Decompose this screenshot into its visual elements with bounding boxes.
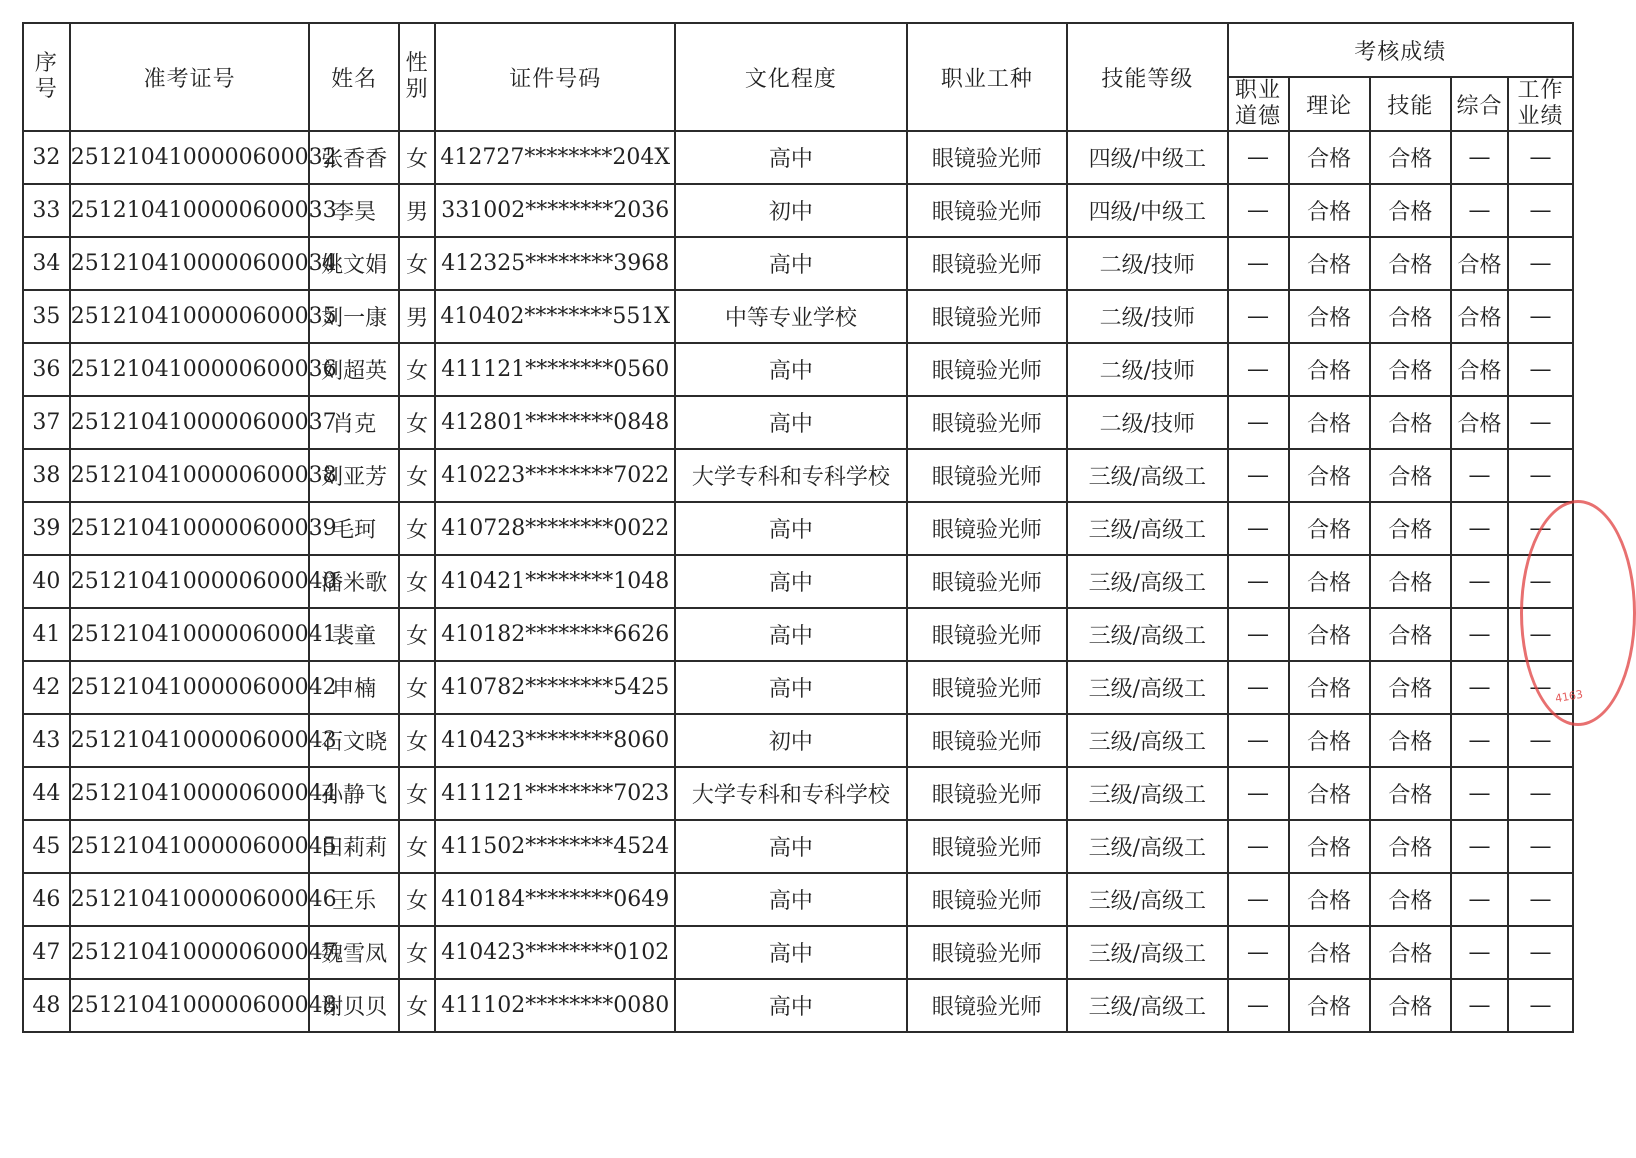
table-row — [23, 290, 1573, 343]
cell-level: 三级/高级工 — [1067, 767, 1227, 820]
cell-comprehensive: — — [1451, 184, 1508, 237]
cell-name: 田莉莉 — [309, 820, 398, 873]
cell-id: 410223********7022 — [435, 449, 675, 502]
cell-id: 410728********0022 — [435, 502, 675, 555]
cell-id: 411121********7023 — [435, 767, 675, 820]
cell-occupation: 眼镜验光师 — [907, 343, 1067, 396]
cell-id: 412727********204X — [435, 131, 675, 184]
cell-ticket: 2512104100000600048 — [70, 979, 310, 1032]
cell-performance: — — [1508, 343, 1573, 396]
cell-ticket: 2512104100000600032 — [70, 131, 310, 184]
cell-name: 孙静飞 — [309, 767, 398, 820]
cell-seq: 36 — [23, 343, 70, 396]
cell-education: 高中 — [675, 131, 907, 184]
cell-performance: — — [1508, 131, 1573, 184]
cell-seq: 33 — [23, 184, 70, 237]
cell-theory: 合格 — [1289, 502, 1370, 555]
cell-name: 石文晓 — [309, 714, 398, 767]
cell-id: 331002********2036 — [435, 184, 675, 237]
cell-comprehensive: — — [1451, 449, 1508, 502]
cell-ethics: — — [1228, 979, 1289, 1032]
cell-comprehensive: — — [1451, 502, 1508, 555]
cell-gender: 男 — [399, 290, 436, 343]
cell-occupation: 眼镜验光师 — [907, 979, 1067, 1032]
cell-name: 姚文娟 — [309, 237, 398, 290]
cell-occupation: 眼镜验光师 — [907, 661, 1067, 714]
cell-gender: 女 — [399, 767, 436, 820]
cell-seq: 37 — [23, 396, 70, 449]
cell-education: 高中 — [675, 820, 907, 873]
cell-skill: 合格 — [1370, 979, 1451, 1032]
cell-name: 申楠 — [309, 661, 398, 714]
cell-ticket: 2512104100000600045 — [70, 820, 310, 873]
cell-theory: 合格 — [1289, 449, 1370, 502]
cell-occupation: 眼镜验光师 — [907, 873, 1067, 926]
cell-performance: — — [1508, 820, 1573, 873]
cell-theory: 合格 — [1289, 979, 1370, 1032]
cell-education: 高中 — [675, 396, 907, 449]
cell-id: 410423********0102 — [435, 926, 675, 979]
cell-occupation: 眼镜验光师 — [907, 396, 1067, 449]
cell-gender: 女 — [399, 343, 436, 396]
cell-level: 三级/高级工 — [1067, 661, 1227, 714]
cell-performance: — — [1508, 873, 1573, 926]
cell-theory: 合格 — [1289, 237, 1370, 290]
cell-skill: 合格 — [1370, 820, 1451, 873]
cell-occupation: 眼镜验光师 — [907, 237, 1067, 290]
table-row — [23, 237, 1573, 290]
cell-gender: 女 — [399, 131, 436, 184]
cell-ethics: — — [1228, 502, 1289, 555]
cell-comprehensive: — — [1451, 926, 1508, 979]
cell-education: 中等专业学校 — [675, 290, 907, 343]
cell-seq: 40 — [23, 555, 70, 608]
cell-ticket: 2512104100000600043 — [70, 714, 310, 767]
cell-skill: 合格 — [1370, 449, 1451, 502]
cell-gender: 男 — [399, 184, 436, 237]
cell-performance: — — [1508, 714, 1573, 767]
cell-name: 刘超英 — [309, 343, 398, 396]
cell-theory: 合格 — [1289, 714, 1370, 767]
cell-skill: 合格 — [1370, 608, 1451, 661]
cell-comprehensive: — — [1451, 131, 1508, 184]
cell-education: 高中 — [675, 979, 907, 1032]
cell-level: 三级/高级工 — [1067, 714, 1227, 767]
cell-ticket: 2512104100000600037 — [70, 396, 310, 449]
header-theory: 理论 — [1289, 77, 1370, 131]
cell-name: 刘一康 — [309, 290, 398, 343]
cell-level: 三级/高级工 — [1067, 820, 1227, 873]
cell-education: 大学专科和专科学校 — [675, 449, 907, 502]
cell-ethics: — — [1228, 767, 1289, 820]
cell-theory: 合格 — [1289, 290, 1370, 343]
cell-performance: — — [1508, 502, 1573, 555]
table-row — [23, 555, 1573, 608]
cell-skill: 合格 — [1370, 131, 1451, 184]
cell-ticket: 2512104100000600042 — [70, 661, 310, 714]
cell-ticket: 2512104100000600035 — [70, 290, 310, 343]
cell-theory: 合格 — [1289, 131, 1370, 184]
cell-performance: — — [1508, 608, 1573, 661]
cell-id: 412801********0848 — [435, 396, 675, 449]
cell-level: 二级/技师 — [1067, 343, 1227, 396]
header-seq: 序号 — [23, 23, 70, 131]
cell-occupation: 眼镜验光师 — [907, 820, 1067, 873]
cell-ticket: 2512104100000600039 — [70, 502, 310, 555]
cell-performance: — — [1508, 237, 1573, 290]
cell-name: 潘米歌 — [309, 555, 398, 608]
cell-ticket: 2512104100000600046 — [70, 873, 310, 926]
cell-ticket: 2512104100000600040 — [70, 555, 310, 608]
cell-education: 高中 — [675, 926, 907, 979]
cell-skill: 合格 — [1370, 502, 1451, 555]
cell-ethics: — — [1228, 184, 1289, 237]
table-row — [23, 714, 1573, 767]
header-occupation: 职业工种 — [907, 23, 1067, 131]
cell-comprehensive: 合格 — [1451, 290, 1508, 343]
cell-comprehensive: 合格 — [1451, 396, 1508, 449]
header-performance: 工作业绩 — [1508, 77, 1573, 131]
header-skill: 技能 — [1370, 77, 1451, 131]
cell-occupation: 眼镜验光师 — [907, 449, 1067, 502]
table-row — [23, 873, 1573, 926]
cell-seq: 35 — [23, 290, 70, 343]
cell-level: 二级/技师 — [1067, 290, 1227, 343]
cell-ethics: — — [1228, 555, 1289, 608]
cell-theory: 合格 — [1289, 343, 1370, 396]
cell-ethics: — — [1228, 873, 1289, 926]
cell-occupation: 眼镜验光师 — [907, 555, 1067, 608]
cell-gender: 女 — [399, 396, 436, 449]
cell-skill: 合格 — [1370, 343, 1451, 396]
table-row — [23, 608, 1573, 661]
cell-skill: 合格 — [1370, 873, 1451, 926]
cell-performance: — — [1508, 290, 1573, 343]
cell-seq: 41 — [23, 608, 70, 661]
cell-seq: 45 — [23, 820, 70, 873]
header-scores: 考核成绩 — [1228, 23, 1573, 77]
table-row — [23, 184, 1573, 237]
cell-education: 高中 — [675, 343, 907, 396]
cell-ticket: 2512104100000600047 — [70, 926, 310, 979]
cell-id: 411502********4524 — [435, 820, 675, 873]
cell-name: 裴童 — [309, 608, 398, 661]
cell-level: 三级/高级工 — [1067, 449, 1227, 502]
cell-performance: — — [1508, 926, 1573, 979]
cell-ticket: 2512104100000600036 — [70, 343, 310, 396]
cell-ticket: 2512104100000600041 — [70, 608, 310, 661]
cell-gender: 女 — [399, 608, 436, 661]
cell-ticket: 2512104100000600033 — [70, 184, 310, 237]
cell-comprehensive: — — [1451, 555, 1508, 608]
table-row — [23, 396, 1573, 449]
cell-performance: — — [1508, 449, 1573, 502]
header-id: 证件号码 — [435, 23, 675, 131]
cell-performance: — — [1508, 979, 1573, 1032]
cell-comprehensive: — — [1451, 979, 1508, 1032]
cell-id: 410402********551X — [435, 290, 675, 343]
cell-theory: 合格 — [1289, 926, 1370, 979]
cell-name: 王乐 — [309, 873, 398, 926]
cell-performance: — — [1508, 661, 1573, 714]
cell-name: 刘亚芳 — [309, 449, 398, 502]
cell-skill: 合格 — [1370, 767, 1451, 820]
cell-ethics: — — [1228, 820, 1289, 873]
cell-level: 四级/中级工 — [1067, 184, 1227, 237]
cell-occupation: 眼镜验光师 — [907, 290, 1067, 343]
cell-gender: 女 — [399, 661, 436, 714]
cell-skill: 合格 — [1370, 555, 1451, 608]
cell-theory: 合格 — [1289, 873, 1370, 926]
cell-occupation: 眼镜验光师 — [907, 131, 1067, 184]
header-education: 文化程度 — [675, 23, 907, 131]
cell-id: 410423********8060 — [435, 714, 675, 767]
cell-seq: 39 — [23, 502, 70, 555]
cell-ethics: — — [1228, 343, 1289, 396]
cell-performance: — — [1508, 555, 1573, 608]
cell-seq: 47 — [23, 926, 70, 979]
cell-occupation: 眼镜验光师 — [907, 184, 1067, 237]
cell-seq: 48 — [23, 979, 70, 1032]
cell-id: 410421********1048 — [435, 555, 675, 608]
table-row — [23, 979, 1573, 1032]
cell-occupation: 眼镜验光师 — [907, 926, 1067, 979]
cell-performance: — — [1508, 767, 1573, 820]
cell-comprehensive: — — [1451, 608, 1508, 661]
cell-id: 410184********0649 — [435, 873, 675, 926]
header-name: 姓名 — [309, 23, 398, 131]
cell-education: 高中 — [675, 237, 907, 290]
cell-education: 初中 — [675, 714, 907, 767]
cell-comprehensive: — — [1451, 873, 1508, 926]
table-row — [23, 661, 1573, 714]
cell-seq: 46 — [23, 873, 70, 926]
cell-ethics: — — [1228, 608, 1289, 661]
cell-skill: 合格 — [1370, 290, 1451, 343]
cell-skill: 合格 — [1370, 926, 1451, 979]
cell-comprehensive: — — [1451, 661, 1508, 714]
cell-theory: 合格 — [1289, 396, 1370, 449]
cell-level: 三级/高级工 — [1067, 873, 1227, 926]
table-row — [23, 820, 1573, 873]
cell-level: 二级/技师 — [1067, 396, 1227, 449]
cell-gender: 女 — [399, 237, 436, 290]
cell-comprehensive: — — [1451, 820, 1508, 873]
table-row — [23, 449, 1573, 502]
table-row — [23, 131, 1573, 184]
cell-name: 李昊 — [309, 184, 398, 237]
cell-gender: 女 — [399, 979, 436, 1032]
cell-id: 410182********6626 — [435, 608, 675, 661]
cell-level: 四级/中级工 — [1067, 131, 1227, 184]
cell-name: 肖克 — [309, 396, 398, 449]
cell-name: 张香香 — [309, 131, 398, 184]
cell-ticket: 2512104100000600038 — [70, 449, 310, 502]
cell-seq: 42 — [23, 661, 70, 714]
cell-performance: — — [1508, 396, 1573, 449]
cell-education: 高中 — [675, 873, 907, 926]
cell-education: 高中 — [675, 661, 907, 714]
cell-skill: 合格 — [1370, 237, 1451, 290]
cell-occupation: 眼镜验光师 — [907, 502, 1067, 555]
cell-ethics: — — [1228, 926, 1289, 979]
header-comprehensive: 综合 — [1451, 77, 1508, 131]
cell-occupation: 眼镜验光师 — [907, 608, 1067, 661]
cell-ethics: — — [1228, 290, 1289, 343]
cell-ethics: — — [1228, 396, 1289, 449]
cell-ethics: — — [1228, 131, 1289, 184]
cell-id: 410782********5425 — [435, 661, 675, 714]
seal-stamp-number: 4163 — [1554, 687, 1584, 706]
cell-education: 高中 — [675, 502, 907, 555]
cell-ethics: — — [1228, 237, 1289, 290]
cell-id: 411102********0080 — [435, 979, 675, 1032]
header-ethics: 职业道德 — [1228, 77, 1289, 131]
cell-gender: 女 — [399, 820, 436, 873]
cell-ticket: 2512104100000600044 — [70, 767, 310, 820]
cell-theory: 合格 — [1289, 555, 1370, 608]
cell-seq: 43 — [23, 714, 70, 767]
cell-comprehensive: — — [1451, 714, 1508, 767]
cell-level: 三级/高级工 — [1067, 555, 1227, 608]
cell-ethics: — — [1228, 714, 1289, 767]
header-gender: 性别 — [399, 23, 436, 131]
cell-gender: 女 — [399, 502, 436, 555]
cell-theory: 合格 — [1289, 767, 1370, 820]
cell-gender: 女 — [399, 926, 436, 979]
cell-seq: 32 — [23, 131, 70, 184]
cell-comprehensive: 合格 — [1451, 237, 1508, 290]
table-row — [23, 502, 1573, 555]
header-ticket: 准考证号 — [70, 23, 310, 131]
table-row — [23, 767, 1573, 820]
cell-theory: 合格 — [1289, 820, 1370, 873]
cell-skill: 合格 — [1370, 184, 1451, 237]
table-row — [23, 926, 1573, 979]
cell-occupation: 眼镜验光师 — [907, 714, 1067, 767]
cell-education: 高中 — [675, 608, 907, 661]
cell-level: 三级/高级工 — [1067, 979, 1227, 1032]
cell-level: 三级/高级工 — [1067, 926, 1227, 979]
cell-id: 411121********0560 — [435, 343, 675, 396]
cell-skill: 合格 — [1370, 396, 1451, 449]
cell-name: 魏雪凤 — [309, 926, 398, 979]
cell-ticket: 2512104100000600034 — [70, 237, 310, 290]
cell-gender: 女 — [399, 449, 436, 502]
cell-level: 三级/高级工 — [1067, 608, 1227, 661]
cell-ethics: — — [1228, 449, 1289, 502]
cell-occupation: 眼镜验光师 — [907, 767, 1067, 820]
cell-theory: 合格 — [1289, 661, 1370, 714]
cell-theory: 合格 — [1289, 184, 1370, 237]
cell-comprehensive: — — [1451, 767, 1508, 820]
cell-gender: 女 — [399, 873, 436, 926]
cell-comprehensive: 合格 — [1451, 343, 1508, 396]
cell-gender: 女 — [399, 714, 436, 767]
cell-seq: 34 — [23, 237, 70, 290]
cell-level: 三级/高级工 — [1067, 502, 1227, 555]
cell-theory: 合格 — [1289, 608, 1370, 661]
cell-education: 初中 — [675, 184, 907, 237]
table-row — [23, 343, 1573, 396]
cell-performance: — — [1508, 184, 1573, 237]
cell-id: 412325********3968 — [435, 237, 675, 290]
cell-level: 二级/技师 — [1067, 237, 1227, 290]
header-level: 技能等级 — [1067, 23, 1227, 131]
cell-gender: 女 — [399, 555, 436, 608]
cell-education: 高中 — [675, 555, 907, 608]
cell-skill: 合格 — [1370, 661, 1451, 714]
cell-name: 毛珂 — [309, 502, 398, 555]
cell-seq: 38 — [23, 449, 70, 502]
cell-name: 谢贝贝 — [309, 979, 398, 1032]
cell-education: 大学专科和专科学校 — [675, 767, 907, 820]
cell-skill: 合格 — [1370, 714, 1451, 767]
results-table — [22, 22, 1574, 1033]
cell-seq: 44 — [23, 767, 70, 820]
cell-ethics: — — [1228, 661, 1289, 714]
